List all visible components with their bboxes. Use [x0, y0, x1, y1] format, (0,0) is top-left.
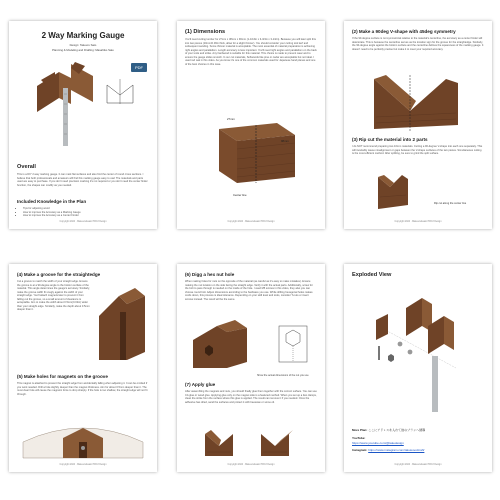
lumber-block-illustration — [199, 119, 303, 199]
rip-callout: Rip cut along the center line — [434, 202, 467, 205]
groove-text: Cut a groove to match the width of your straight edge. Ensure the groove is at a 90-degree angle to the bottom surface of the material. This angle determines the gauge's accuracy. Similarly, make the groove width fit snugly against the width of your straight edge. You'll attach magnets later to prevent it from falling out the groove, so a small amount of clearance is acceptable. Aim to make the width about 0.5mm(0.02in) wider than your straight edge. Similarly, make the depth about 0.5mm deeper than it. — [17, 280, 90, 311]
v-shape-block-illustration — [366, 73, 466, 133]
section-heading-magnets: (5) Make holes for magnets on the groove — [17, 374, 108, 379]
dimensions-text: You'll need cutting lumber for 27mm x 38mm x 90mm (1-1/16in x 3-3/4in x 3-1/2in). Because you will later split this into two pieces (10mm/0.39in thick, allow for a slight thinner). You should consider your cutting tool kerf and subsequent sanding. Some thinner material is acceptable. The most essential of material preparation is achieving right angles and parallelism. Length accuracy is less important. You'll need right angles and parallelism on the back of your tools and strike. Any hardwood is suitable for this material. This choice is made to prevent wear and to ensure the gauge slides smooth. In our cut materials, Softwoods like pine or cedar are acceptable but not ideal. I used red oak in this video. As you know it's one of the common materials used for Japanese hand planes and one of the best choices in this case. — [185, 38, 317, 66]
page-footer: Copyright 2024 · Makeuru&sato PROJ Design — [394, 464, 442, 466]
dim-label-center: Center line — [233, 193, 247, 197]
design-credit: Design: Takeuru Sato — [69, 43, 97, 47]
page-5-nut-glue — [177, 264, 325, 472]
knowledge-list — [17, 207, 149, 218]
hexnut-illustration — [187, 318, 257, 372]
drafting-credit: Planning & Modeling and Drafting: Masahiko Sato — [52, 48, 114, 52]
section-heading-dimensions: (1) Dimensions — [185, 29, 226, 35]
exploded-view-illustration — [366, 286, 470, 416]
glue-illustration — [201, 422, 301, 460]
section-heading-vshape: (2) Make a 90deg V-shape with 45deg symmetry — [352, 29, 456, 34]
page-6-exploded — [344, 264, 492, 472]
rip-text: I do NOT recommend preparing two 10mm materials. Cutting a 90-degree V-shape into each one separately. This will inevitably cause misalignment or gaps between the V-shape surfaces of the two pieces. Simultaneous cutting is the most efficient method. After splitting, be sure to grind the split surface. — [352, 145, 483, 155]
instagram-link[interactable]: https://www.instagram.com/takuwoodcraft/ — [368, 448, 425, 452]
page-3-vshape — [344, 21, 492, 229]
groove-illustration — [95, 282, 153, 364]
section-heading-groove: (4) Make a groove for the straightedge — [17, 272, 101, 277]
section-heading-hexnut: (6) Digg a hex nut hole — [185, 272, 235, 277]
magnet-hole-illustration — [19, 412, 147, 462]
magnets-text: This magnet is attached to prevent the straight edge from accidentally falling when adjusting it. It can be omitted if you work needed. Drill a hole slightly deeper than the magnet thickness. Aim for about 0.5mm deeper than it. The must clear hole will cause the magnetic force to drop sharply. If the hole is too shallow, the straight edge will not fit through. — [17, 382, 148, 396]
section-heading-exploded: Exploded View — [352, 272, 392, 278]
overall-heading: Overall — [17, 164, 36, 170]
youtube-link[interactable]: https://www.youtube.com/@takedesign — [352, 441, 404, 445]
page-2-dimensions — [177, 21, 325, 229]
hexnut-caption: Show the actual dimensions of the nut you use — [257, 374, 309, 377]
dim-label-top: 27mm — [227, 117, 235, 121]
knowledge-item: • Tips for adjusting wood — [23, 207, 149, 211]
page-footer: Copyright 2024 · Makeuru&sato PROJ Design — [227, 221, 275, 223]
more-plan-line — [352, 428, 425, 432]
overall-text: This is a DIY 2-way marking gauge. It can mark flat surfaces and also find the center of round cross sections. I believe that both professionals and amateurs will find this marking gauge easy to use! The materials and parts used are easy to purchase. If you don't need precision marking it's not required or you don't need the center finder function, the shapes can modify as you needed. — [17, 173, 148, 187]
knowledge-item: • How to improve the Accuracy as a Marking Gauge — [23, 211, 149, 215]
rip-cut-illustration — [372, 173, 442, 213]
instagram-label: Instagram: — [352, 448, 368, 452]
page-footer: Copyright 2024 · Makeuru&sato PROJ Design — [59, 464, 107, 466]
page-footer: Copyright 2024 · Makeuru&sato PROJ Design — [227, 464, 275, 466]
section-heading-glue: (7) Apply glue — [185, 382, 216, 387]
instagram-line — [352, 448, 424, 452]
page-1-title — [9, 21, 157, 229]
page-4-groove — [9, 264, 157, 472]
knowledge-item: • How to improve the Accuracy as a Center Finder — [23, 214, 149, 218]
hexnut-text: When making holes for nuts on the opposite of the material (as careful as it's easy to make mistakes). Ensure making the nut location on the side facing the straight edge. Verify it with the actual parts. Additionally, screw for the bolt to pass through is needed on the inside of the hole. I used M5 screws in this video, they also you can choose round bolt. Adjust dimensions according to the hardware you use. While drilling hexagonal holes makes cords down, this process is ideal tolerance. Depending on your skill level and tools, consider T-nuts or insert screws instead. The result will be the same. — [185, 280, 313, 301]
more-plan-label: More Plan: — [352, 428, 368, 432]
page-footer: Copyright 2024 · Makeuru&sato PROJ Design — [394, 221, 442, 223]
pdf-badge[interactable]: PDF — [131, 63, 147, 72]
knowledge-heading: Included Knowledge in the Plan — [17, 199, 87, 204]
hexnut-dimension-diagram — [273, 322, 313, 366]
more-plan-jp-text: ここにアドレスを入れて他のプランへ誘導 — [368, 428, 426, 432]
dim-label-side: 98mm — [281, 139, 289, 143]
plan-title: 2 Way Marking Gauge — [41, 31, 125, 40]
gauge-illustration — [31, 54, 101, 152]
glue-text: After assembling the magnets and nuts, you should finally glue them together with the correct surface. You can use CA glue or wood glue. Applying glue only on the magnet side is a featured method. When you set up a few clamps, clean the strike from the surface where this glue is applied. The result can remove it if you needed. Once the adhesive has dried, sand the surfaces and protect it with beeswax or some oil. — [185, 390, 317, 404]
youtube-label: YouTube: — [352, 436, 366, 440]
section-heading-rip: (3) Rip cut the material into 2 parts — [352, 137, 428, 142]
center-finder-diagram — [105, 77, 135, 105]
vshape-text: If the 90-degree surface is not symmetrical relative to the material's centerline, the accuracy as a center finder will deteriorate. This is because the centerline serves as the location sign for the groove for the straightedge. Similarly, the 90-degree angle against the bottom surface and the centerline defines the squareness of the marking gauge. It doesn't need to be perfectly precise but make it to meet your required accuracy. — [352, 37, 484, 51]
page-footer: Copyright 2024 · Makeuru&sato PROJ Design — [59, 221, 107, 223]
